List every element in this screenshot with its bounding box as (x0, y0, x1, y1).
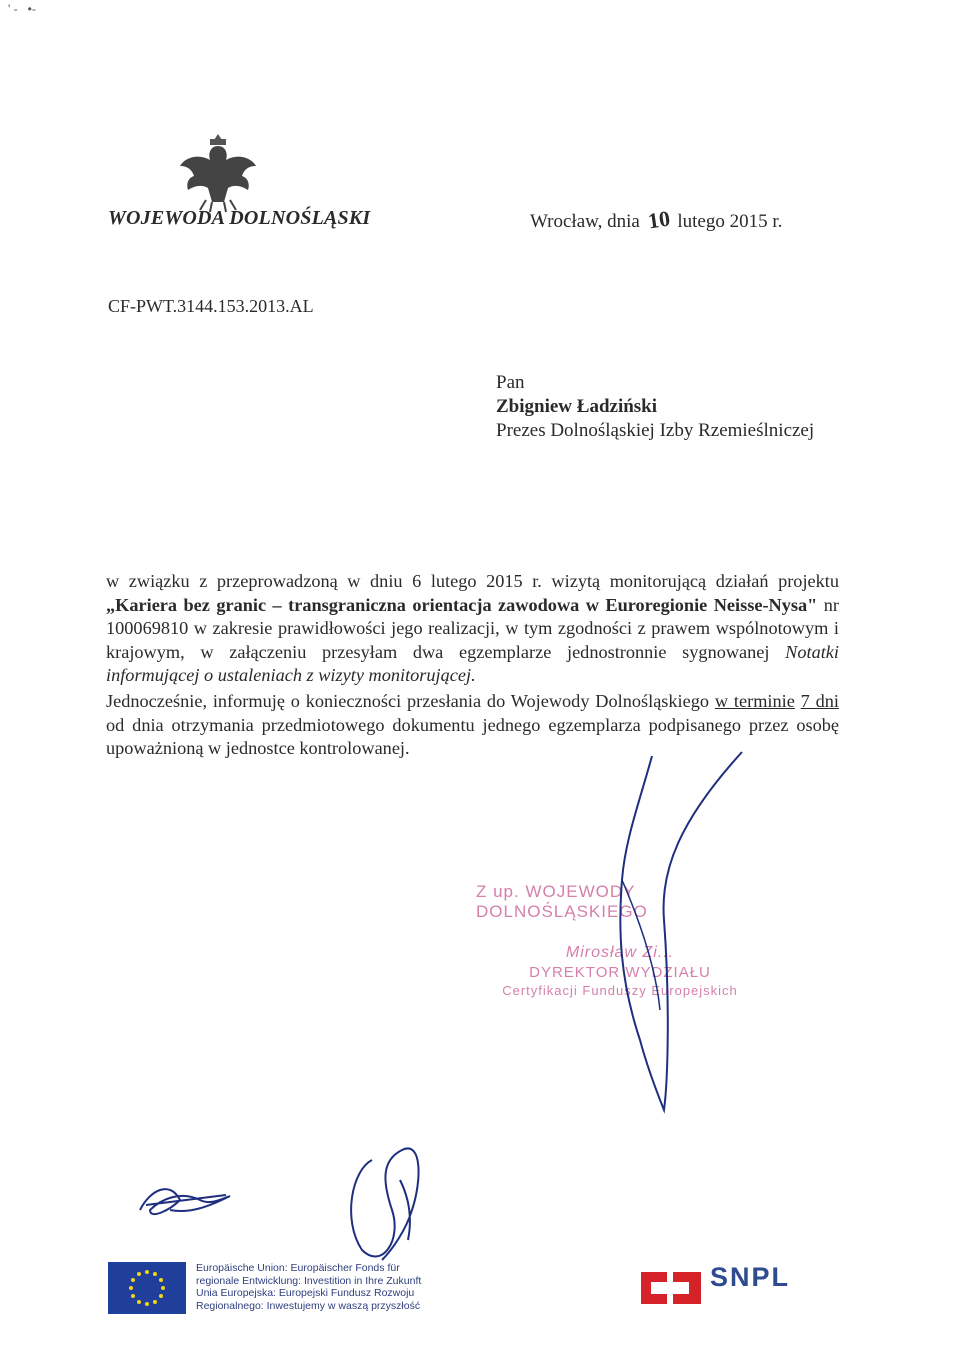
recipient-salutation: Pan (496, 372, 525, 393)
p2-end: od dnia otrzymania przedmiotowego dokumentu jednego egzemplarza podpisanego przez osobę upoważnioną w jednostce kontrolowanej. (106, 714, 839, 759)
eu-text-line: Europäische Union: Europäischer Fonds für (196, 1262, 400, 1274)
deadline-part-b: 7 dni (800, 691, 840, 711)
snpl-label: SNPL (710, 1262, 791, 1292)
initials-signature-icon (140, 1189, 230, 1214)
eu-text-line: Regionalnego: Inwestujemy w waszą przyszłość (196, 1299, 421, 1312)
eu-flag-icon (108, 1262, 186, 1314)
stamp-line-1: Z up. WOJEWODY DOLNOŚLĄSKIEGO (476, 882, 648, 921)
recipient-title: Prezes Dolnośląskiej Izby Rzemieślniczej (496, 420, 815, 441)
p1-start: w związku z przeprowadzoną w dniu 6 lutego 2015 r. wizytą monitorującą działań projektu (106, 571, 839, 591)
date-suffix: lutego 2015 r. (677, 211, 783, 232)
stamp-line-2: Mirosław Zi... (565, 944, 675, 961)
stamp-line-4: Certyfikacji Funduszy Europejskich (502, 983, 738, 998)
scan-corner-marks: ' - •- (8, 2, 36, 16)
note-title: Notatki informującej o ustaleniach z wizyty monitorującej. (106, 641, 839, 686)
date-day-handwritten: 10 (645, 205, 672, 234)
eagle-crest-icon (176, 130, 260, 214)
official-stamp (470, 882, 770, 998)
deadline-part-a: w terminie (714, 691, 795, 711)
snpl-logo-icon (637, 1264, 705, 1312)
p1-middle: nr 100069810 w zakresie prawidłowości jego realizacji, w tym zgodności z prawem wspólnotowym i krajowym, w załączeniu przesyłam dwa egzemplarze jednostronnie sygnowanej (106, 594, 839, 662)
body-paragraph-1 (106, 570, 839, 688)
body-paragraph-2 (106, 690, 839, 761)
eu-funding-statement (196, 1262, 456, 1312)
p2-start: Jednocześnie, informuję o konieczności przesłania do Wojewody Dolnośląskiego (106, 691, 715, 711)
eu-text-line: regionale Entwicklung: Investition in Ihre Zukunft (196, 1274, 422, 1287)
reference-number: CF-PWT.3144.153.2013.AL (108, 296, 314, 316)
project-name: „Kariera bez granic – transgraniczna orientacja zawodowa w Euroregionie Neisse-Nysa" (106, 594, 818, 615)
eu-text-line: Unia Europejska: Europejski Fundusz Rozwoju (196, 1287, 415, 1299)
second-signature-icon (351, 1148, 418, 1260)
issuer-office: WOJEWODA DOLNOŚLĄSKI (108, 207, 371, 229)
stamp-line-3: DYREKTOR WYDZIAŁU (529, 964, 711, 981)
date-prefix: Wrocław, dnia (530, 211, 640, 232)
date-line (530, 207, 782, 233)
recipient-name: Zbigniew Ładziński (496, 396, 658, 417)
